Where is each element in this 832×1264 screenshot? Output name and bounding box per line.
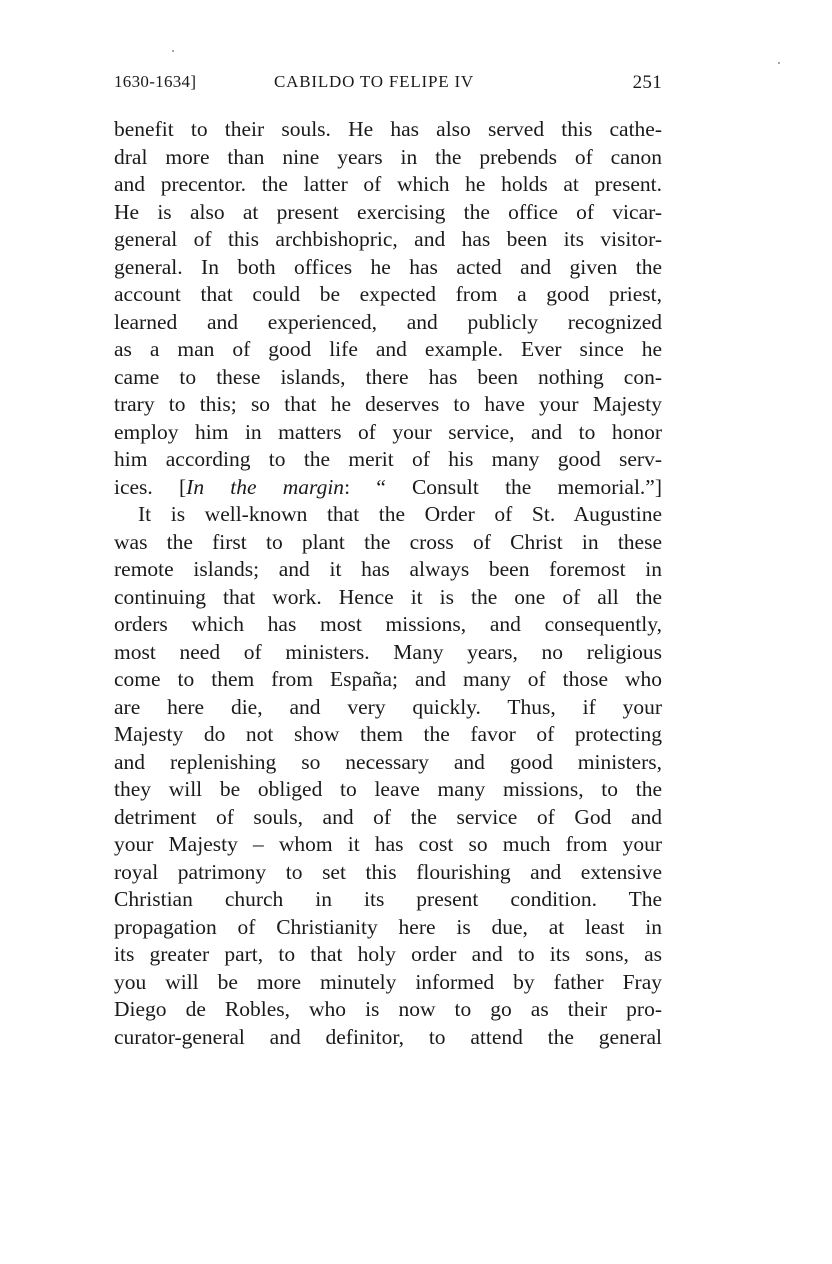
text-line: as a man of good life and example. Ever since he bbox=[114, 337, 662, 361]
text-line: Christian church in its present condition. The bbox=[114, 887, 662, 911]
chapter-title: CABILDO TO FELIPE IV bbox=[274, 72, 475, 91]
text-line: propagation of Christianity here is due, at least in bbox=[114, 914, 662, 939]
text-line: employ him in matters of your service, and to honor bbox=[114, 419, 662, 444]
text-line: remote islands; and it has always been foremost in bbox=[114, 557, 662, 581]
text-line: dral more than nine years in the prebends of canon bbox=[114, 144, 662, 169]
text-line: and replenishing so necessary and good ministers, bbox=[114, 749, 662, 774]
text-line: learned and experienced, and publicly recognized bbox=[114, 309, 662, 334]
text-line: your Majesty – whom it has cost so much from your bbox=[114, 832, 662, 856]
text-line: orders which has most missions, and consequently, bbox=[114, 612, 662, 636]
text-line: came to these islands, there has been nothing con- bbox=[114, 364, 662, 389]
margin-note-label: In the margin bbox=[186, 474, 345, 499]
page-number: 251 bbox=[632, 72, 662, 93]
scan-speck bbox=[172, 50, 174, 52]
text-line: and precentor. the latter of which he holds at present. bbox=[114, 172, 662, 196]
margin-note-prefix: ices. [ bbox=[114, 474, 187, 499]
margin-note-suffix: : “ Consult the memorial.”] bbox=[344, 474, 663, 499]
scan-speck bbox=[778, 62, 780, 64]
text-line: you will be more minutely informed by father Fray bbox=[114, 969, 662, 994]
text-line: curator-general and definitor, to attend the general bbox=[114, 1024, 662, 1049]
text-line: detriment of souls, and of the service of God and bbox=[114, 804, 662, 829]
text-line: are here die, and very quickly. Thus, if your bbox=[114, 694, 662, 719]
text-line: him according to the merit of his many good serv- bbox=[114, 447, 662, 471]
text-line: was the first to plant the cross of Christ in these bbox=[114, 529, 662, 554]
text-line: its greater part, to that holy order and to its sons, as bbox=[114, 942, 662, 966]
date-range: 1630-1634] bbox=[114, 72, 197, 91]
margin-note-line bbox=[114, 474, 662, 502]
paragraph-start-line: It is well-known that the Order of St. Augustine bbox=[138, 502, 662, 526]
text-line: general of this archbishopric, and has been its visitor- bbox=[114, 227, 662, 251]
running-head bbox=[114, 72, 662, 96]
text-line: most need of ministers. Many years, no religious bbox=[114, 639, 662, 664]
text-line: they will be obliged to leave many missions, to the bbox=[114, 777, 662, 801]
text-line: Diego de Robles, who is now to go as their pro- bbox=[114, 997, 662, 1021]
text-line: continuing that work. Hence it is the one of all the bbox=[114, 584, 662, 609]
text-line: benefit to their souls. He has also served this cathe- bbox=[114, 117, 662, 141]
text-line: He is also at present exercising the office of vicar- bbox=[114, 199, 662, 224]
body-text bbox=[114, 116, 662, 1051]
text-line: general. In both offices he has acted and given the bbox=[114, 254, 662, 279]
text-line: Majesty do not show them the favor of protecting bbox=[114, 722, 662, 746]
text-line: royal patrimony to set this flourishing and extensive bbox=[114, 859, 662, 884]
text-line: come to them from España; and many of those who bbox=[114, 667, 662, 691]
text-line: account that could be expected from a good priest, bbox=[114, 282, 662, 306]
text-line: trary to this; so that he deserves to have your Majesty bbox=[114, 392, 662, 416]
